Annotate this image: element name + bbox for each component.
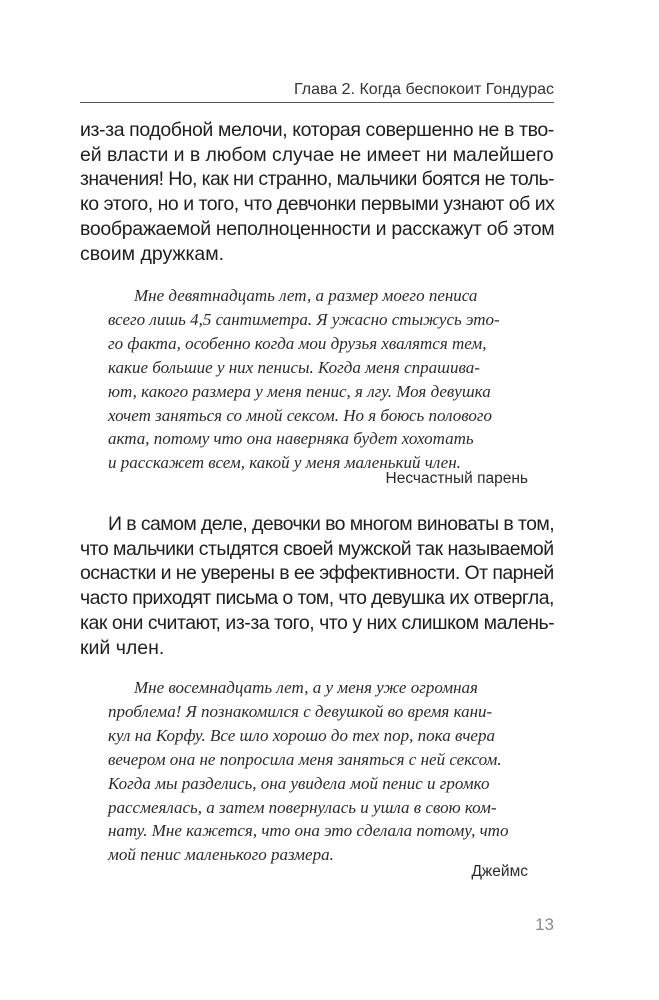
quote-line: проблема! Я познакомился с девушкой во время кани- xyxy=(108,701,493,721)
text-line: значения! Но, как ни странно, мальчики боятся не толь- xyxy=(80,168,554,191)
text-line: из-за подобной мелочи, которая совершенно не в тво- xyxy=(80,119,554,141)
quote-line: и расскажет всем, какой у меня маленький член. xyxy=(108,453,461,473)
paragraph-2 xyxy=(80,512,554,660)
text-line: часто приходят письма о том, что девушка их отвергла, xyxy=(80,587,554,610)
quote-line: кул на Корфу. Все шло хорошо до тех пор, пока вчера xyxy=(108,725,495,745)
quote-line: акта, потому что она наверняка будет хохотать xyxy=(108,429,474,449)
running-title: Глава 2. Когда беспокоит Гондурас xyxy=(294,81,554,98)
quote-line: ют, какого размера у меня пенис, я лгу. Моя девушка xyxy=(108,381,491,401)
quote-line: Мне девятнадцать лет, а размер моего пениса xyxy=(134,286,478,305)
quote-line: Когда мы разделись, она увидела мой пенис и громко xyxy=(108,773,490,793)
quote-line: го факта, особенно когда мои друзья хвалятся тем, xyxy=(108,333,487,353)
quote-line: всего лишь 4,5 сантиметра. Я ужасно стыжусь это- xyxy=(108,309,500,329)
page-number: 13 xyxy=(535,915,554,934)
text-line: И в самом деле, девочки во многом виноваты в том, xyxy=(108,513,555,535)
quote-2-signature: Джеймс xyxy=(471,863,528,880)
quote-line: рассмеялась, а затем повернулась и ушла в свою ком- xyxy=(108,797,497,817)
quote-line: мой пенис маленького размера. xyxy=(108,845,334,865)
paragraph-1 xyxy=(80,118,554,266)
quote-line: вечером она не попросила меня заняться с ней сексом. xyxy=(108,749,502,769)
quote-line: нату. Мне кажется, что она это сделала потому, что xyxy=(108,821,509,841)
quote-line: какие большие у них пенисы. Когда меня спрашива- xyxy=(108,357,480,377)
letter-quote-1 xyxy=(108,284,528,475)
text-line: воображаемой неполноценности и расскажут об этом xyxy=(80,217,555,240)
quote-line: хочет заняться со мной сексом. Но я боюсь полового xyxy=(108,405,493,425)
quote-line: Мне восемнадцать лет, а у меня уже огромная xyxy=(134,678,478,697)
header-rule xyxy=(80,102,554,103)
text-line: кий член. xyxy=(80,636,165,659)
text-line: как они считают, из-за того, что у них слишком малень- xyxy=(80,611,555,634)
text-line: что мальчики стыдятся своей мужской так называемой xyxy=(80,537,554,560)
quote-1-signature: Несчастный парень xyxy=(385,470,528,487)
text-line: своим дружкам. xyxy=(80,242,225,265)
text-line: ей власти и в любом случае не имеет ни малейшего xyxy=(80,143,554,166)
text-line: оснастки и не уверены в ее эффективности. От парней xyxy=(80,562,554,585)
letter-quote-2 xyxy=(108,676,528,867)
text-line: ко этого, но и того, что девчонки первыми узнают об их xyxy=(80,193,555,216)
